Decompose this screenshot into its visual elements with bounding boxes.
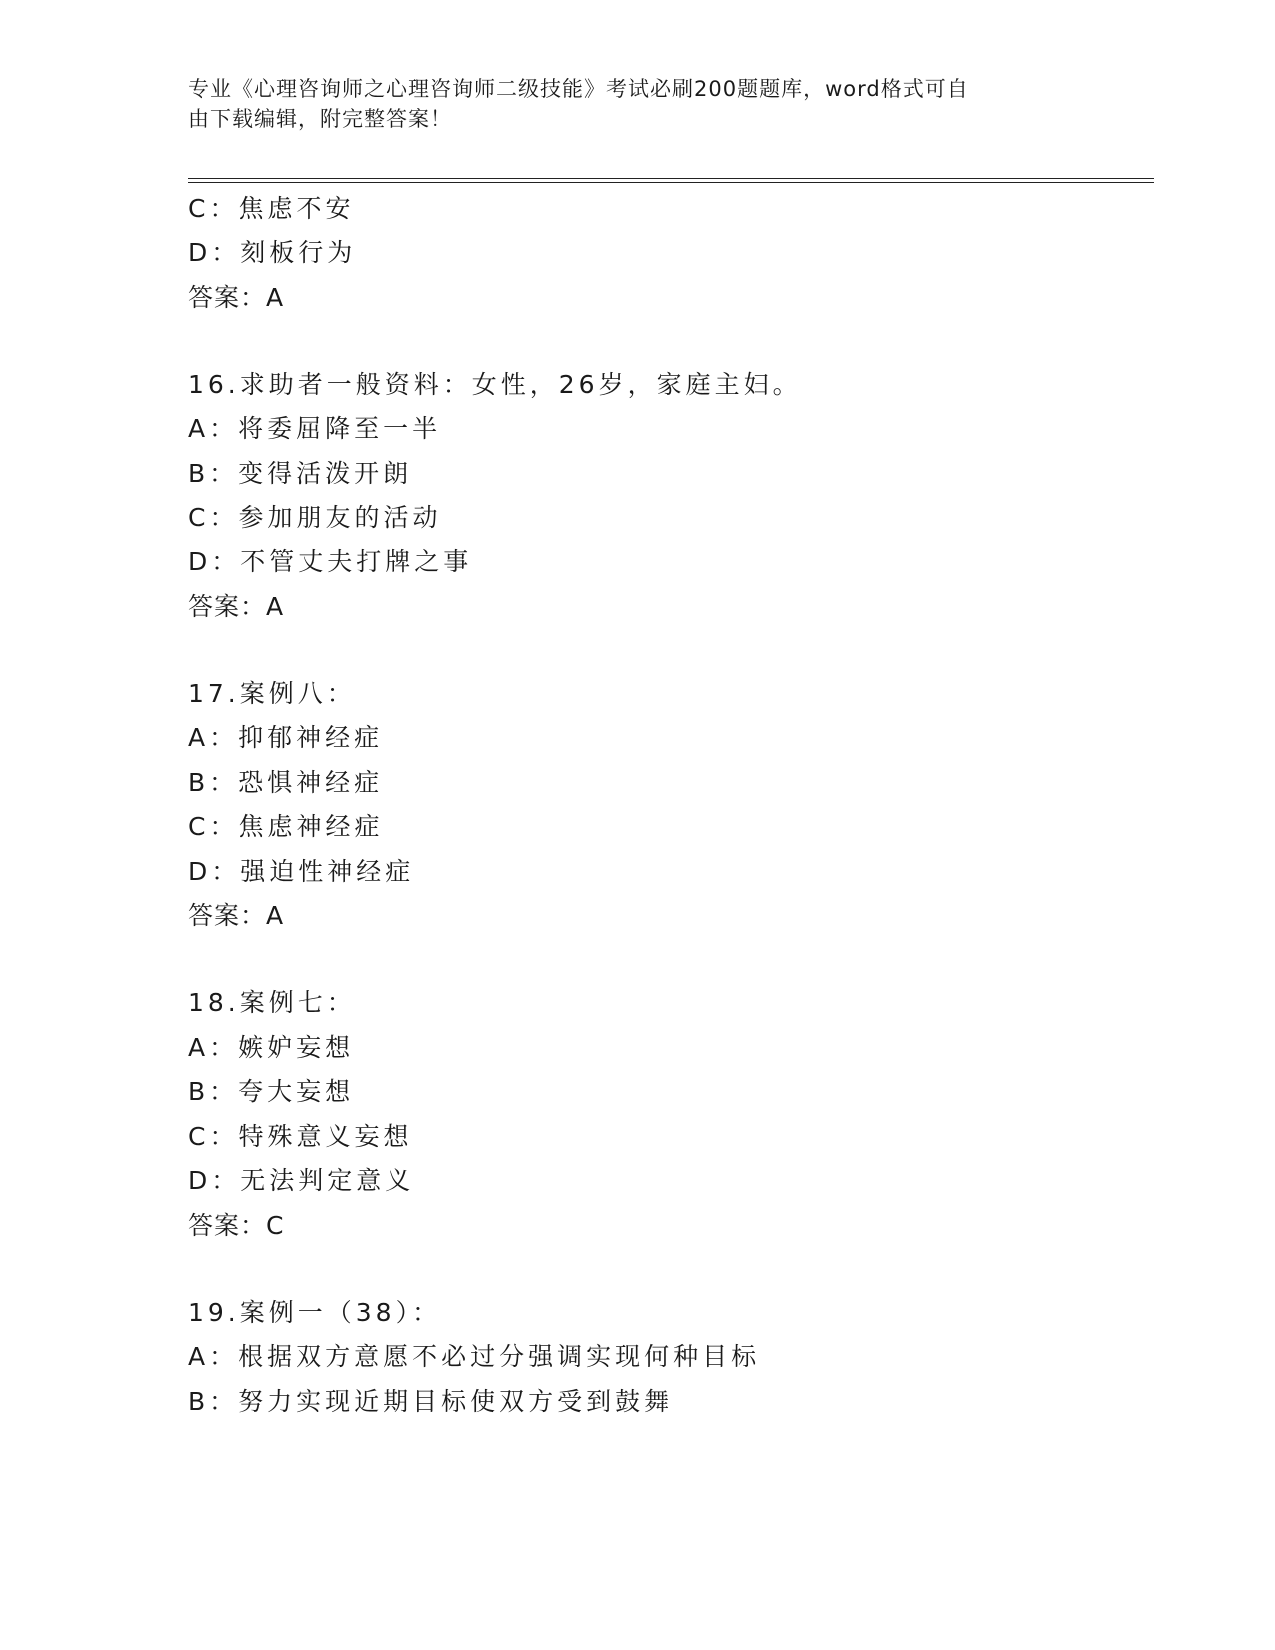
document-header: [188, 74, 1068, 134]
header-line-2: 由下载编辑，附完整答案！: [188, 107, 452, 131]
q15-option-c: C：焦虑不安: [188, 194, 355, 223]
q18-option-b: B：夸大妄想: [188, 1077, 355, 1106]
q18-stem: 18.案例七：: [188, 988, 356, 1017]
q18-answer: 答案：C: [188, 1211, 285, 1240]
q15-option-d: D：刻板行为: [188, 238, 357, 267]
q16-option-b: B：变得活泼开朗: [188, 459, 413, 488]
header-line-1: 专业《心理咨询师之心理咨询师二级技能》考试必刷200题题库，word格式可自: [188, 77, 969, 101]
q19-option-b: B：努力实现近期目标使双方受到鼓舞: [188, 1387, 674, 1416]
q16-stem: 16.求助者一般资料：女性，26岁，家庭主妇。: [188, 370, 802, 399]
q16-answer: 答案：A: [188, 592, 285, 621]
q17-stem: 17.案例八：: [188, 679, 356, 708]
q18-option-d: D：无法判定意义: [188, 1166, 415, 1195]
q16-option-a: A：将委屈降至一半: [188, 414, 442, 443]
q17-option-c: C：焦虑神经症: [188, 812, 384, 841]
header-divider-bottom: [188, 182, 1154, 183]
q17-answer: 答案：A: [188, 901, 285, 930]
q15-answer: 答案：A: [188, 283, 285, 312]
q16-option-d: D：不管丈夫打牌之事: [188, 547, 473, 576]
q19-stem: 19.案例一（38）：: [188, 1298, 442, 1327]
q19-option-a: A：根据双方意愿不必过分强调实现何种目标: [188, 1342, 761, 1371]
q17-option-d: D：强迫性神经症: [188, 857, 415, 886]
header-divider-top: [188, 178, 1154, 179]
q17-option-a: A：抑郁神经症: [188, 723, 384, 752]
q17-option-b: B：恐惧神经症: [188, 768, 384, 797]
q18-option-a: A：嫉妒妄想: [188, 1033, 355, 1062]
q18-option-c: C：特殊意义妄想: [188, 1122, 413, 1151]
q16-option-c: C：参加朋友的活动: [188, 503, 442, 532]
